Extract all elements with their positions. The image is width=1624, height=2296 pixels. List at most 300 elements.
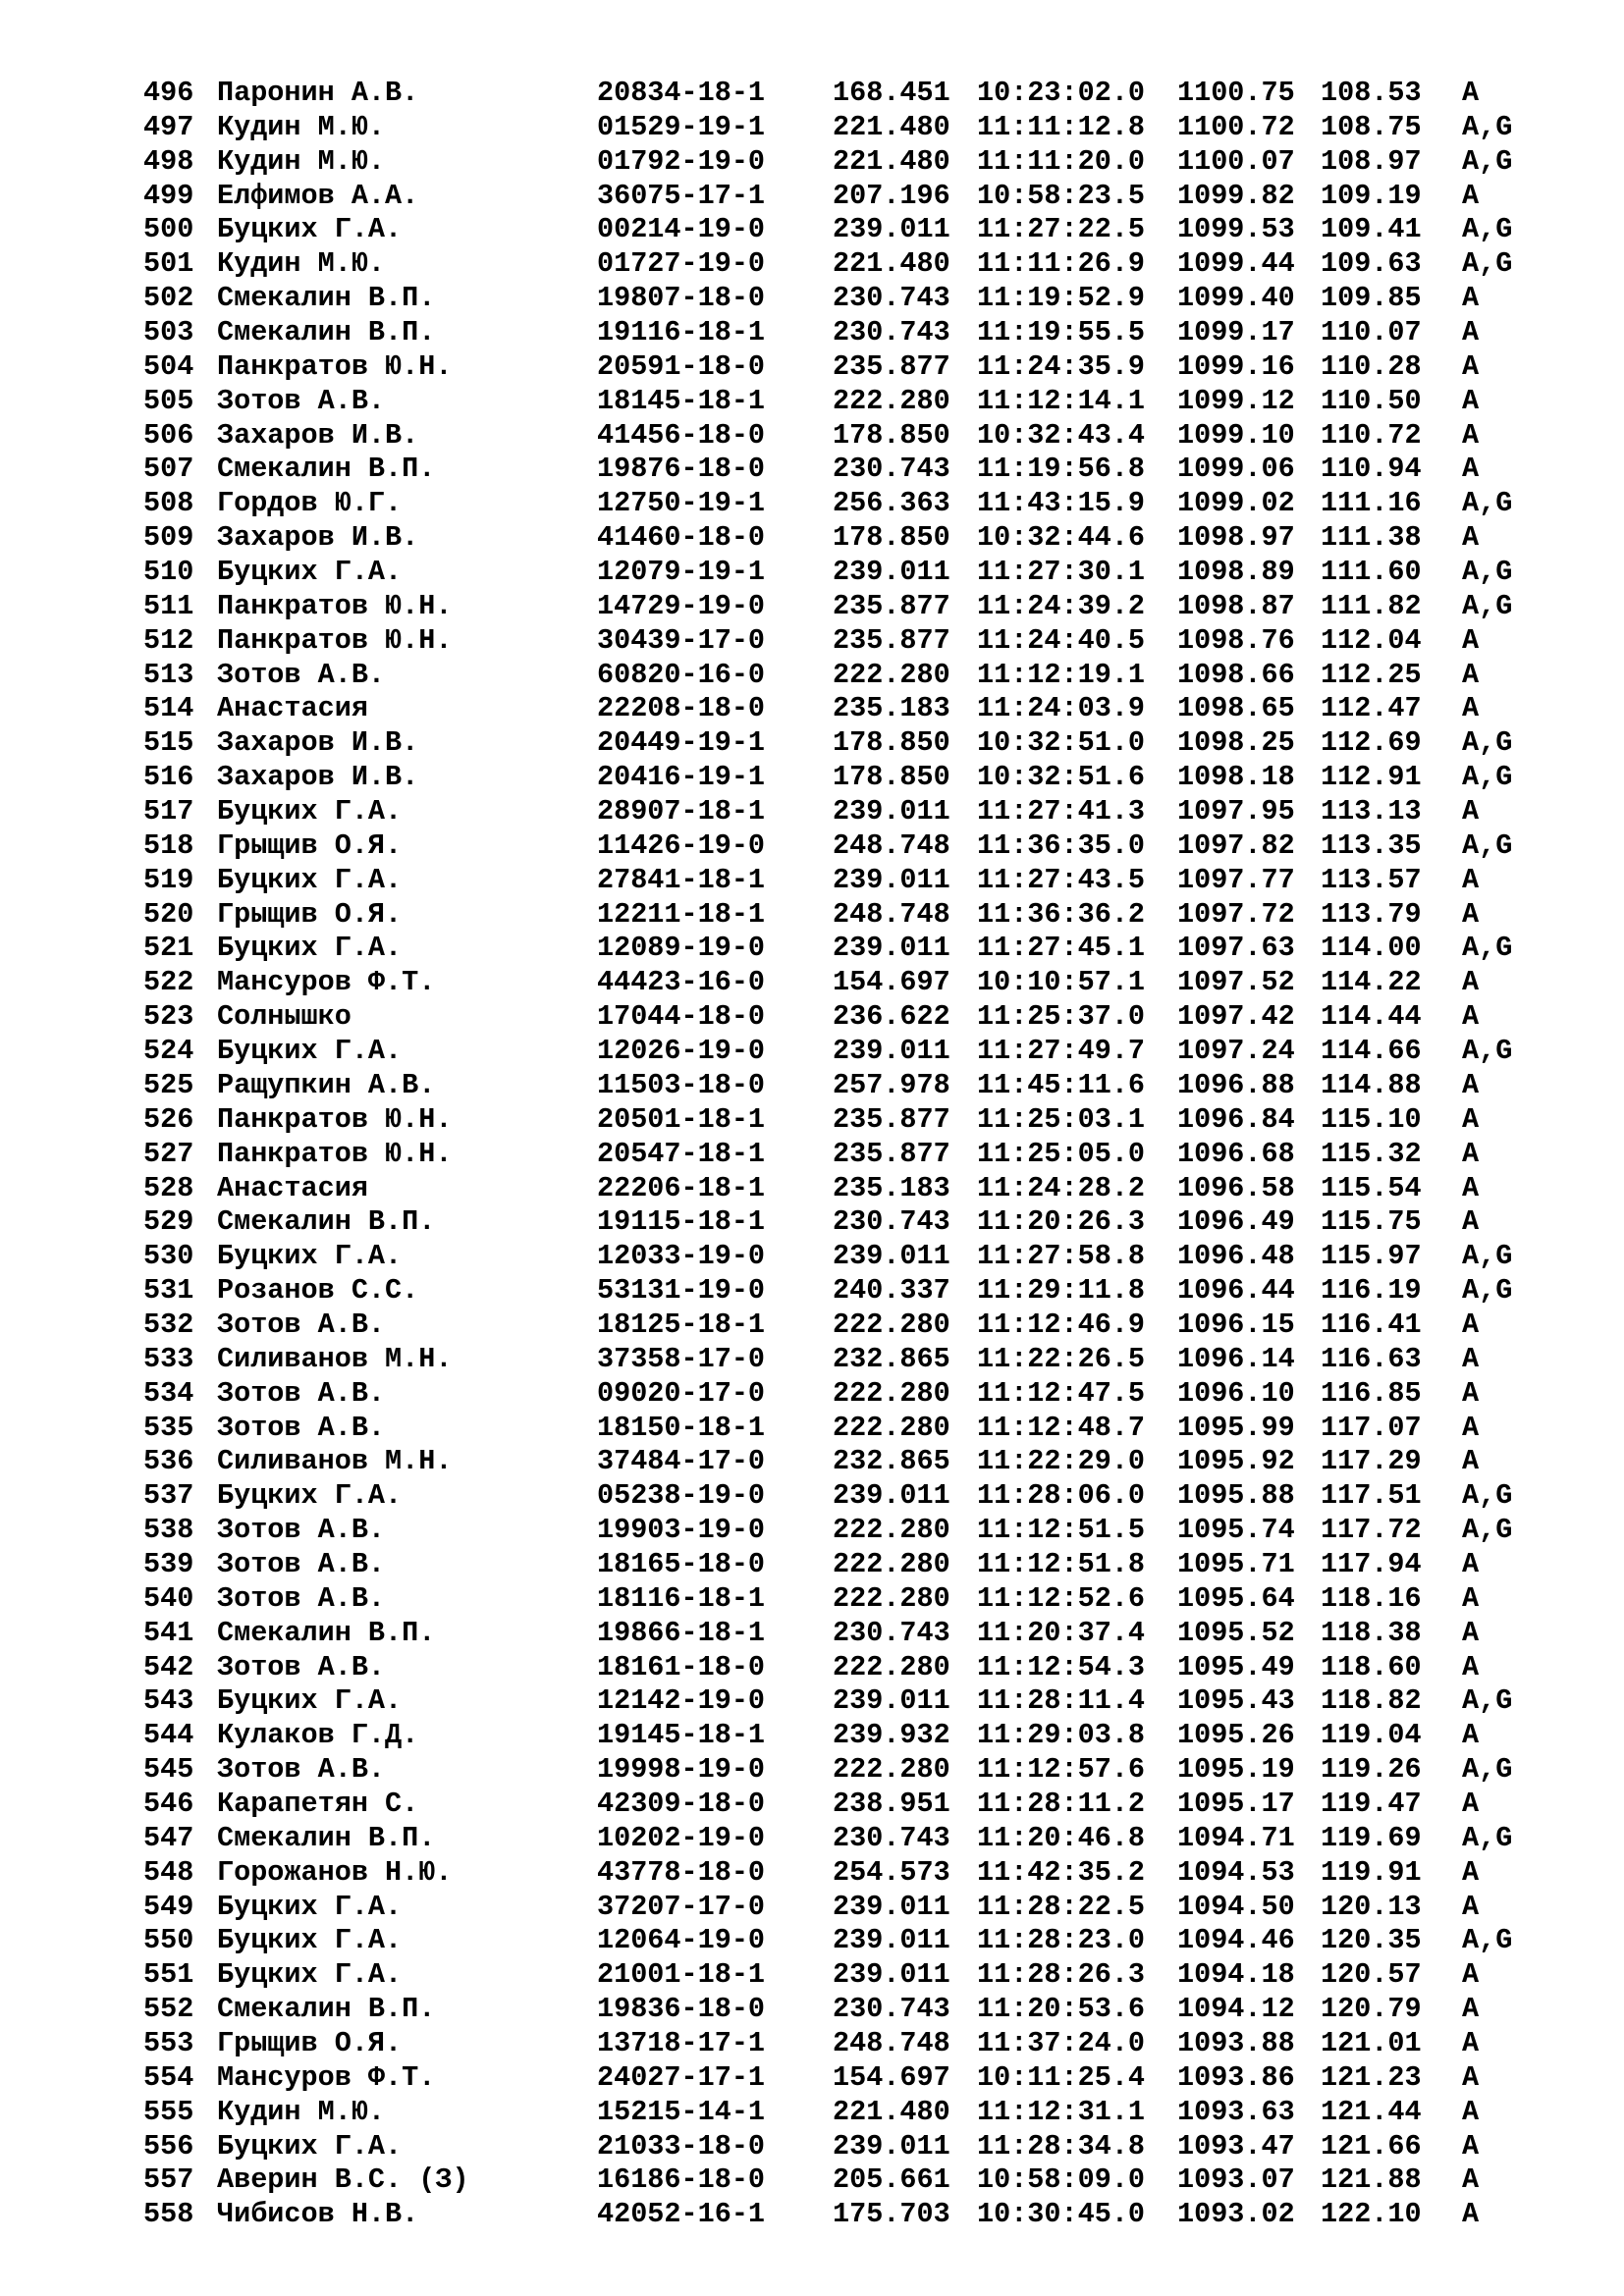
arrival-time-cell: 11:20:53.6 (977, 1993, 1146, 2026)
fancier-name-cell: Паронин А.В. (217, 77, 419, 109)
ring-number-cell: 20834-18-1 (597, 77, 766, 109)
coefficient-cell: 110.28 (1321, 349, 1422, 383)
flags-cell: A,G (1462, 1479, 1513, 1513)
coefficient-cell: 116.41 (1321, 1308, 1422, 1341)
distance-cell: 239.011 (833, 1035, 950, 1068)
distance-cell: 239.011 (833, 213, 950, 246)
place-number-cell: 555 (143, 2095, 194, 2128)
distance-cell: 239.011 (833, 932, 950, 965)
place-number-cell: 530 (143, 1240, 194, 1273)
place-number-cell: 528 (143, 1171, 194, 1204)
arrival-time-cell: 11:25:03.1 (977, 1102, 1146, 1136)
place-number-cell: 537 (143, 1479, 194, 1513)
speed-cell: 1095.17 (1177, 1787, 1295, 1820)
place-number-cell: 533 (143, 1342, 194, 1375)
speed-cell: 1094.18 (1177, 1958, 1295, 1992)
flags-cell: A (1462, 418, 1480, 452)
flags-cell: A,G (1462, 932, 1513, 965)
flags-cell: A (1462, 1787, 1480, 1820)
place-number-cell: 514 (143, 692, 194, 725)
speed-cell: 1096.58 (1177, 1171, 1295, 1204)
place-number-cell: 544 (143, 1719, 194, 1752)
coefficient-cell: 119.26 (1321, 1753, 1422, 1787)
arrival-time-cell: 11:43:15.9 (977, 487, 1146, 520)
place-number-cell: 529 (143, 1205, 194, 1239)
coefficient-cell: 110.50 (1321, 384, 1422, 417)
distance-cell: 178.850 (833, 521, 950, 555)
coefficient-cell: 112.04 (1321, 623, 1422, 657)
fancier-name-cell: Аверин В.С. (З) (217, 2163, 469, 2197)
coefficient-cell: 109.41 (1321, 213, 1422, 246)
place-number-cell: 543 (143, 1684, 194, 1718)
flags-cell: A,G (1462, 726, 1513, 760)
arrival-time-cell: 11:29:03.8 (977, 1719, 1146, 1752)
place-number-cell: 502 (143, 282, 194, 315)
ring-number-cell: 30439-17-0 (597, 623, 766, 657)
place-number-cell: 520 (143, 897, 194, 931)
coefficient-cell: 117.29 (1321, 1445, 1422, 1478)
flags-cell: A (1462, 521, 1480, 555)
distance-cell: 239.011 (833, 1479, 950, 1513)
speed-cell: 1095.52 (1177, 1616, 1295, 1649)
fancier-name-cell: Розанов С.С. (217, 1274, 419, 1308)
flags-cell: A,G (1462, 1684, 1513, 1718)
ring-number-cell: 12026-19-0 (597, 1035, 766, 1068)
flags-cell: A (1462, 1958, 1480, 1992)
ring-number-cell: 20591-18-0 (597, 349, 766, 383)
ring-number-cell: 01792-19-0 (597, 144, 766, 178)
ring-number-cell: 19115-18-1 (597, 1205, 766, 1239)
speed-cell: 1093.02 (1177, 2198, 1295, 2231)
distance-cell: 154.697 (833, 2060, 950, 2094)
flags-cell: A (1462, 282, 1480, 315)
fancier-name-cell: Смекалин В.П. (217, 1616, 436, 1649)
speed-cell: 1099.10 (1177, 418, 1295, 452)
coefficient-cell: 111.60 (1321, 556, 1422, 589)
arrival-time-cell: 11:42:35.2 (977, 1855, 1146, 1889)
distance-cell: 222.280 (833, 658, 950, 691)
coefficient-cell: 112.69 (1321, 726, 1422, 760)
arrival-time-cell: 11:20:37.4 (977, 1616, 1146, 1649)
coefficient-cell: 121.23 (1321, 2060, 1422, 2094)
fancier-name-cell: Чибисов Н.В. (217, 2198, 419, 2231)
coefficient-cell: 114.66 (1321, 1035, 1422, 1068)
distance-cell: 257.978 (833, 1068, 950, 1101)
fancier-name-cell: Кудин М.Ю. (217, 2095, 386, 2128)
fancier-name-cell: Панкратов Ю.Н. (217, 349, 453, 383)
ring-number-cell: 53131-19-0 (597, 1274, 766, 1308)
flags-cell: A,G (1462, 487, 1513, 520)
arrival-time-cell: 10:58:09.0 (977, 2163, 1146, 2197)
ring-number-cell: 01529-19-1 (597, 110, 766, 143)
flags-cell: A (1462, 316, 1480, 349)
ring-number-cell: 18150-18-1 (597, 1411, 766, 1444)
distance-cell: 235.877 (833, 623, 950, 657)
place-number-cell: 498 (143, 144, 194, 178)
distance-cell: 221.480 (833, 247, 950, 281)
arrival-time-cell: 11:25:37.0 (977, 1000, 1146, 1034)
speed-cell: 1098.25 (1177, 726, 1295, 760)
flags-cell: A,G (1462, 556, 1513, 589)
distance-cell: 230.743 (833, 316, 950, 349)
fancier-name-cell: Смекалин В.П. (217, 1205, 436, 1239)
speed-cell: 1099.53 (1177, 213, 1295, 246)
speed-cell: 1096.68 (1177, 1137, 1295, 1170)
arrival-time-cell: 11:12:52.6 (977, 1581, 1146, 1615)
arrival-time-cell: 11:22:29.0 (977, 1445, 1146, 1478)
distance-cell: 178.850 (833, 761, 950, 794)
speed-cell: 1097.52 (1177, 966, 1295, 999)
place-number-cell: 513 (143, 658, 194, 691)
place-number-cell: 541 (143, 1616, 194, 1649)
place-number-cell: 506 (143, 418, 194, 452)
place-number-cell: 546 (143, 1787, 194, 1820)
arrival-time-cell: 11:20:26.3 (977, 1205, 1146, 1239)
distance-cell: 235.877 (833, 349, 950, 383)
arrival-time-cell: 10:23:02.0 (977, 77, 1146, 109)
distance-cell: 235.183 (833, 1171, 950, 1204)
ring-number-cell: 19903-19-0 (597, 1514, 766, 1547)
ring-number-cell: 15215-14-1 (597, 2095, 766, 2128)
flags-cell: A (1462, 2026, 1480, 2059)
speed-cell: 1097.42 (1177, 1000, 1295, 1034)
fancier-name-cell: Смекалин В.П. (217, 1993, 436, 2026)
place-number-cell: 509 (143, 521, 194, 555)
fancier-name-cell: Зотов А.В. (217, 1514, 386, 1547)
coefficient-cell: 109.85 (1321, 282, 1422, 315)
place-number-cell: 512 (143, 623, 194, 657)
flags-cell: A (1462, 623, 1480, 657)
arrival-time-cell: 11:12:51.8 (977, 1547, 1146, 1580)
ring-number-cell: 20547-18-1 (597, 1137, 766, 1170)
place-number-cell: 536 (143, 1445, 194, 1478)
arrival-time-cell: 11:12:46.9 (977, 1308, 1146, 1341)
speed-cell: 1097.63 (1177, 932, 1295, 965)
flags-cell: A,G (1462, 1035, 1513, 1068)
flags-cell: A (1462, 1890, 1480, 1923)
coefficient-cell: 118.16 (1321, 1581, 1422, 1615)
fancier-name-cell: Буцких Г.А. (217, 1684, 403, 1718)
place-number-cell: 507 (143, 453, 194, 486)
distance-cell: 235.183 (833, 692, 950, 725)
flags-cell: A (1462, 2198, 1480, 2231)
speed-cell: 1099.40 (1177, 282, 1295, 315)
place-number-cell: 523 (143, 1000, 194, 1034)
flags-cell: A (1462, 1068, 1480, 1101)
place-number-cell: 504 (143, 349, 194, 383)
flags-cell: A (1462, 692, 1480, 725)
place-number-cell: 496 (143, 77, 194, 109)
ring-number-cell: 19836-18-0 (597, 1993, 766, 2026)
place-number-cell: 503 (143, 316, 194, 349)
speed-cell: 1094.71 (1177, 1821, 1295, 1854)
coefficient-cell: 111.82 (1321, 589, 1422, 622)
fancier-name-cell: Кудин М.Ю. (217, 110, 386, 143)
fancier-name-cell: Зотов А.В. (217, 1581, 386, 1615)
coefficient-cell: 117.51 (1321, 1479, 1422, 1513)
arrival-time-cell: 11:12:57.6 (977, 1753, 1146, 1787)
fancier-name-cell: Силиванов М.Н. (217, 1342, 453, 1375)
distance-cell: 222.280 (833, 1650, 950, 1683)
place-number-cell: 557 (143, 2163, 194, 2197)
flags-cell: A (1462, 1547, 1480, 1580)
fancier-name-cell: Зотов А.В. (217, 384, 386, 417)
arrival-time-cell: 11:12:48.7 (977, 1411, 1146, 1444)
flags-cell: A,G (1462, 1240, 1513, 1273)
flags-cell: A (1462, 1308, 1480, 1341)
fancier-name-cell: Карапетян С. (217, 1787, 419, 1820)
fancier-name-cell: Зотов А.В. (217, 1650, 386, 1683)
arrival-time-cell: 10:11:25.4 (977, 2060, 1146, 2094)
speed-cell: 1098.87 (1177, 589, 1295, 622)
arrival-time-cell: 11:27:41.3 (977, 795, 1146, 828)
flags-cell: A (1462, 1993, 1480, 2026)
ring-number-cell: 19145-18-1 (597, 1719, 766, 1752)
ring-number-cell: 20449-19-1 (597, 726, 766, 760)
speed-cell: 1097.77 (1177, 863, 1295, 896)
ring-number-cell: 41456-18-0 (597, 418, 766, 452)
arrival-time-cell: 11:24:35.9 (977, 349, 1146, 383)
distance-cell: 222.280 (833, 1411, 950, 1444)
distance-cell: 230.743 (833, 1993, 950, 2026)
fancier-name-cell: Буцких Г.А. (217, 1240, 403, 1273)
place-number-cell: 547 (143, 1821, 194, 1854)
place-number-cell: 518 (143, 828, 194, 862)
fancier-name-cell: Панкратов Ю.Н. (217, 1102, 453, 1136)
coefficient-cell: 116.63 (1321, 1342, 1422, 1375)
arrival-time-cell: 11:27:22.5 (977, 213, 1146, 246)
flags-cell: A (1462, 1205, 1480, 1239)
ring-number-cell: 10202-19-0 (597, 1821, 766, 1854)
speed-cell: 1098.66 (1177, 658, 1295, 691)
fancier-name-cell: Смекалин В.П. (217, 282, 436, 315)
arrival-time-cell: 11:22:26.5 (977, 1342, 1146, 1375)
ring-number-cell: 22208-18-0 (597, 692, 766, 725)
fancier-name-cell: Кудин М.Ю. (217, 144, 386, 178)
distance-cell: 221.480 (833, 144, 950, 178)
ring-number-cell: 19866-18-1 (597, 1616, 766, 1649)
speed-cell: 1095.99 (1177, 1411, 1295, 1444)
place-number-cell: 524 (143, 1035, 194, 1068)
place-number-cell: 511 (143, 589, 194, 622)
place-number-cell: 526 (143, 1102, 194, 1136)
distance-cell: 168.451 (833, 77, 950, 109)
speed-cell: 1097.24 (1177, 1035, 1295, 1068)
distance-cell: 239.011 (833, 2129, 950, 2163)
flags-cell: A (1462, 897, 1480, 931)
arrival-time-cell: 11:27:30.1 (977, 556, 1146, 589)
flags-cell: A (1462, 179, 1480, 212)
coefficient-cell: 120.35 (1321, 1924, 1422, 1957)
place-number-cell: 534 (143, 1376, 194, 1410)
flags-cell: A,G (1462, 1514, 1513, 1547)
distance-cell: 254.573 (833, 1855, 950, 1889)
arrival-time-cell: 11:29:11.8 (977, 1274, 1146, 1308)
speed-cell: 1099.02 (1177, 487, 1295, 520)
flags-cell: A (1462, 1719, 1480, 1752)
speed-cell: 1095.26 (1177, 1719, 1295, 1752)
coefficient-cell: 119.91 (1321, 1855, 1422, 1889)
arrival-time-cell: 11:11:26.9 (977, 247, 1146, 281)
arrival-time-cell: 10:10:57.1 (977, 966, 1146, 999)
flags-cell: A,G (1462, 213, 1513, 246)
ring-number-cell: 22206-18-1 (597, 1171, 766, 1204)
flags-cell: A (1462, 77, 1480, 109)
coefficient-cell: 113.79 (1321, 897, 1422, 931)
speed-cell: 1093.86 (1177, 2060, 1295, 2094)
fancier-name-cell: Буцких Г.А. (217, 1958, 403, 1992)
place-number-cell: 521 (143, 932, 194, 965)
flags-cell: A,G (1462, 247, 1513, 281)
coefficient-cell: 115.32 (1321, 1137, 1422, 1170)
coefficient-cell: 114.00 (1321, 932, 1422, 965)
coefficient-cell: 118.82 (1321, 1684, 1422, 1718)
distance-cell: 235.877 (833, 589, 950, 622)
arrival-time-cell: 10:58:23.5 (977, 179, 1146, 212)
speed-cell: 1097.72 (1177, 897, 1295, 931)
ring-number-cell: 12064-19-0 (597, 1924, 766, 1957)
distance-cell: 239.011 (833, 863, 950, 896)
ring-number-cell: 19116-18-1 (597, 316, 766, 349)
place-number-cell: 516 (143, 761, 194, 794)
fancier-name-cell: Панкратов Ю.Н. (217, 623, 453, 657)
coefficient-cell: 111.38 (1321, 521, 1422, 555)
coefficient-cell: 108.53 (1321, 77, 1422, 109)
ring-number-cell: 18145-18-1 (597, 384, 766, 417)
place-number-cell: 522 (143, 966, 194, 999)
place-number-cell: 508 (143, 487, 194, 520)
distance-cell: 207.196 (833, 179, 950, 212)
flags-cell: A (1462, 2129, 1480, 2163)
speed-cell: 1099.06 (1177, 453, 1295, 486)
coefficient-cell: 121.44 (1321, 2095, 1422, 2128)
coefficient-cell: 122.10 (1321, 2198, 1422, 2231)
coefficient-cell: 115.97 (1321, 1240, 1422, 1273)
distance-cell: 239.011 (833, 1924, 950, 1957)
coefficient-cell: 117.07 (1321, 1411, 1422, 1444)
coefficient-cell: 121.66 (1321, 2129, 1422, 2163)
speed-cell: 1096.10 (1177, 1376, 1295, 1410)
ring-number-cell: 60820-16-0 (597, 658, 766, 691)
distance-cell: 222.280 (833, 1376, 950, 1410)
speed-cell: 1095.74 (1177, 1514, 1295, 1547)
fancier-name-cell: Буцких Г.А. (217, 556, 403, 589)
ring-number-cell: 12211-18-1 (597, 897, 766, 931)
ring-number-cell: 16186-18-0 (597, 2163, 766, 2197)
speed-cell: 1099.16 (1177, 349, 1295, 383)
coefficient-cell: 112.91 (1321, 761, 1422, 794)
arrival-time-cell: 11:28:23.0 (977, 1924, 1146, 1957)
ring-number-cell: 27841-18-1 (597, 863, 766, 896)
fancier-name-cell: Зотов А.В. (217, 1411, 386, 1444)
place-number-cell: 542 (143, 1650, 194, 1683)
distance-cell: 222.280 (833, 1581, 950, 1615)
distance-cell: 205.661 (833, 2163, 950, 2197)
coefficient-cell: 114.22 (1321, 966, 1422, 999)
ring-number-cell: 11503-18-0 (597, 1068, 766, 1101)
ring-number-cell: 18165-18-0 (597, 1547, 766, 1580)
flags-cell: A (1462, 1000, 1480, 1034)
coefficient-cell: 114.88 (1321, 1068, 1422, 1101)
distance-cell: 236.622 (833, 1000, 950, 1034)
ring-number-cell: 18125-18-1 (597, 1308, 766, 1341)
speed-cell: 1100.75 (1177, 77, 1295, 109)
arrival-time-cell: 11:12:54.3 (977, 1650, 1146, 1683)
distance-cell: 175.703 (833, 2198, 950, 2231)
fancier-name-cell: Грыщив О.Я. (217, 828, 403, 862)
arrival-time-cell: 11:12:14.1 (977, 384, 1146, 417)
coefficient-cell: 110.94 (1321, 453, 1422, 486)
speed-cell: 1100.07 (1177, 144, 1295, 178)
distance-cell: 248.748 (833, 828, 950, 862)
fancier-name-cell: Кудин М.Ю. (217, 247, 386, 281)
arrival-time-cell: 11:28:22.5 (977, 1890, 1146, 1923)
distance-cell: 154.697 (833, 966, 950, 999)
coefficient-cell: 112.47 (1321, 692, 1422, 725)
speed-cell: 1098.65 (1177, 692, 1295, 725)
speed-cell: 1095.71 (1177, 1547, 1295, 1580)
ring-number-cell: 11426-19-0 (597, 828, 766, 862)
place-number-cell: 552 (143, 1993, 194, 2026)
fancier-name-cell: Буцких Г.А. (217, 1924, 403, 1957)
coefficient-cell: 118.60 (1321, 1650, 1422, 1683)
speed-cell: 1094.12 (1177, 1993, 1295, 2026)
speed-cell: 1095.43 (1177, 1684, 1295, 1718)
ring-number-cell: 21033-18-0 (597, 2129, 766, 2163)
place-number-cell: 499 (143, 179, 194, 212)
place-number-cell: 540 (143, 1581, 194, 1615)
distance-cell: 230.743 (833, 1616, 950, 1649)
arrival-time-cell: 11:27:49.7 (977, 1035, 1146, 1068)
coefficient-cell: 110.72 (1321, 418, 1422, 452)
flags-cell: A (1462, 2095, 1480, 2128)
fancier-name-cell: Зотов А.В. (217, 1547, 386, 1580)
distance-cell: 230.743 (833, 1205, 950, 1239)
ring-number-cell: 05238-19-0 (597, 1479, 766, 1513)
place-number-cell: 551 (143, 1958, 194, 1992)
arrival-time-cell: 10:32:51.0 (977, 726, 1146, 760)
speed-cell: 1100.72 (1177, 110, 1295, 143)
arrival-time-cell: 11:28:26.3 (977, 1958, 1146, 1992)
place-number-cell: 525 (143, 1068, 194, 1101)
place-number-cell: 497 (143, 110, 194, 143)
coefficient-cell: 116.19 (1321, 1274, 1422, 1308)
place-number-cell: 500 (143, 213, 194, 246)
flags-cell: A,G (1462, 1821, 1513, 1854)
arrival-time-cell: 11:19:52.9 (977, 282, 1146, 315)
arrival-time-cell: 11:12:51.5 (977, 1514, 1146, 1547)
place-number-cell: 556 (143, 2129, 194, 2163)
distance-cell: 178.850 (833, 726, 950, 760)
distance-cell: 239.011 (833, 556, 950, 589)
flags-cell: A (1462, 1855, 1480, 1889)
flags-cell: A (1462, 2060, 1480, 2094)
ring-number-cell: 19876-18-0 (597, 453, 766, 486)
flags-cell: A (1462, 1137, 1480, 1170)
fancier-name-cell: Буцких Г.А. (217, 2129, 403, 2163)
fancier-name-cell: Анастасия (217, 1171, 368, 1204)
distance-cell: 239.011 (833, 1240, 950, 1273)
place-number-cell: 550 (143, 1924, 194, 1957)
fancier-name-cell: Панкратов Ю.Н. (217, 1137, 453, 1170)
fancier-name-cell: Захаров И.В. (217, 761, 419, 794)
ring-number-cell: 42052-16-1 (597, 2198, 766, 2231)
arrival-time-cell: 11:11:20.0 (977, 144, 1146, 178)
arrival-time-cell: 11:27:58.8 (977, 1240, 1146, 1273)
coefficient-cell: 113.13 (1321, 795, 1422, 828)
ring-number-cell: 19807-18-0 (597, 282, 766, 315)
arrival-time-cell: 11:12:31.1 (977, 2095, 1146, 2128)
